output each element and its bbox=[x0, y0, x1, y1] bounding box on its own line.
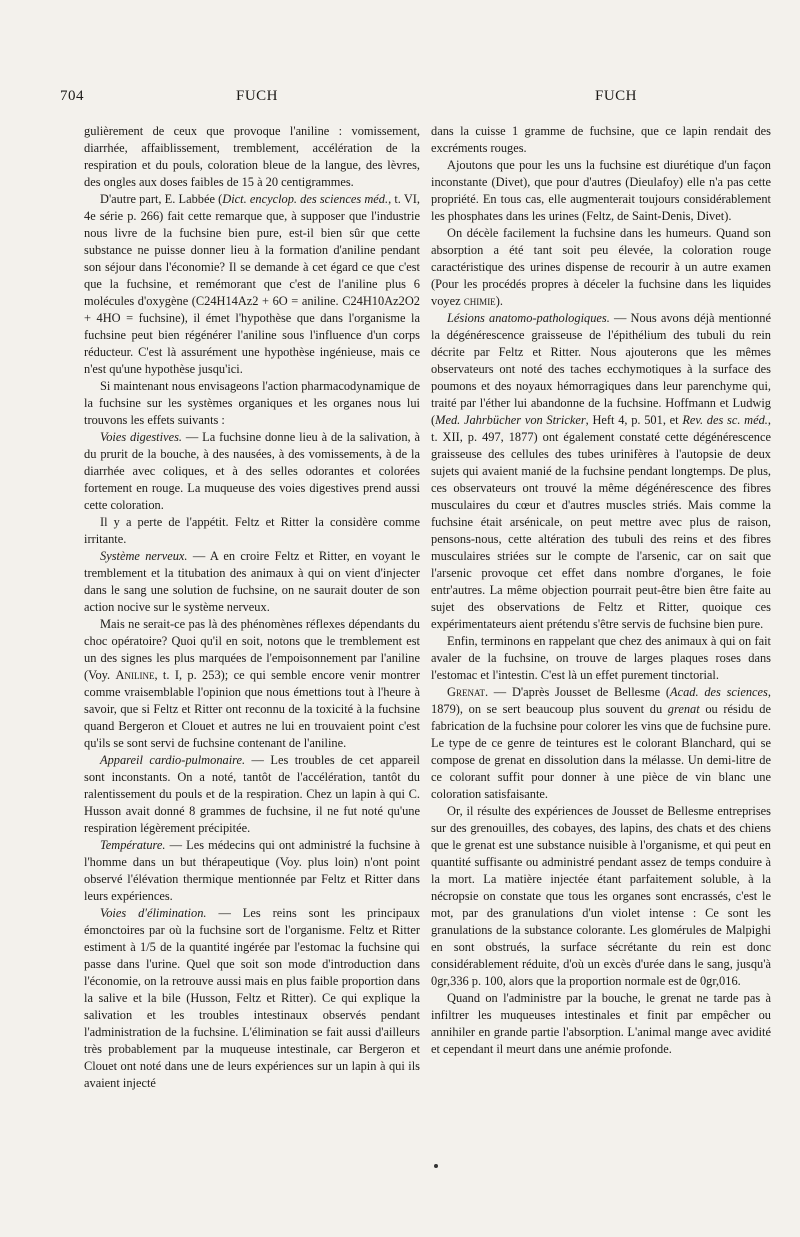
paragraph: Température. — Les médecins qui ont administré la fuchsine à l'homme dans un but thérapeutique (Voy. plus loin) n'ont point observé l'élévation thermique mentionnée par Feltz et Ritter dans leurs expériences. bbox=[84, 838, 420, 903]
section-heading: Température. bbox=[100, 838, 166, 852]
paragraph: Mais ne serait-ce pas là des phénomènes réflexes dépendants du choc opératoire? Quoi qu'il en soit, notons que le tremblement est un des signes les plus marquées de l'empoisonnement par l'aniline (Voy. Aniline, t. I, p. 253); ce qui semble encore venir montrer comme vraisemblable l'opinion que nous émettions tout à l'heure à savoir, que si Feltz et Ritter ont reconnu de la toxicité à la fuchsine quand Bergeron et Clouet et autres ne lui en trouvaient point c'est qu'ils se sont servi de fuchsine contenant de l'aniline. bbox=[84, 617, 420, 750]
page-mark bbox=[434, 1164, 438, 1168]
section-heading: Lésions anatomo-pathologiques. bbox=[447, 311, 610, 325]
citation-title: Med. Jahrbücher von Stricker bbox=[435, 413, 586, 427]
page-header bbox=[60, 88, 740, 108]
paragraph: Appareil cardio-pulmonaire. — Les troubles de cet appareil sont inconstants. On a noté, tantôt de l'accélération, tantôt du ralentissement du pouls et de la respiration. Chez un lapin à qui C. Husson avait donné 8 grammes de fuchsine, il ne fut noté qu'une respiration légèrement précipitée. bbox=[84, 753, 420, 835]
right-column bbox=[431, 123, 771, 1058]
paragraph: Il y a perte de l'appétit. Feltz et Ritter la considère comme irritante. bbox=[84, 515, 420, 546]
citation-title: Acad. des sciences bbox=[670, 685, 768, 699]
entry-heading: Grenat. bbox=[447, 685, 489, 699]
section-heading: Voies digestives. bbox=[100, 430, 182, 444]
paragraph: Enfin, terminons en rappelant que chez des animaux à qui on fait avaler de la fuchsine, on trouve de larges plaques roses dans l'estomac et l'intestin. C'est là un effet purement tinctorial. bbox=[431, 634, 771, 682]
paragraph: Lésions anatomo-pathologiques. — Nous avons déjà mentionné la dégénérescence graisseuse de l'épithélium des tubuli du rein décrite par Feltz et Ritter. Nous ajouterons que les mêmes observateurs ont noté des taches ecchymotiques à la surface des poumons et des noyaux hémorragiques dans leur parenchyme qui, traité par l'éther lui abandonne de la fuchsine. Hoffmann et Ludwig (Med. Jahrbücher von Stricker, Heft 4, p. 501, et Rev. des sc. méd., t. XII, p. 497, 1877) ont également constaté cette dégénérescence graisseuse des cellules des tubes urinifères à l'autopsie de deux sujets qui avaient manié de la fuchsine pendant longtemps. De plus, ces observateurs ont trouvé la même dégénérescence des fibres musculaires du cœur et d'autres muscles striés. Mais comme la fuchsine était arsénicale, on peut mettre avec plus de raison, pensons-nous, cette altération des tubuli des reins et des fibres musculaires striées sur le compte de l'arsenic, car on sait que l'arsenic provoque cet effet dans nombre d'organes, le foie entr'autres. La même objection pourrait peut-être bien être faite au sujet des observations de Feltz et Ritter, quoique ces expérimentateurs aient prétendu s'être servis de fuchsine bien pure. bbox=[431, 311, 772, 631]
section-heading: Système nerveux. bbox=[100, 549, 188, 563]
paragraph: Quand on l'administre par la bouche, le grenat ne tarde pas à infiltrer les muqueuses intestinales et finit par empêcher ou annihiler en grande partie l'absorption. L'animal mange avec avidité et cependant il meurt dans une anémie profonde. bbox=[431, 991, 771, 1056]
running-head-left: FUCH bbox=[236, 88, 279, 104]
paragraph: Grenat. — D'après Jousset de Bellesme (Acad. des sciences, 1879), on se sert beaucoup plus souvent du grenat ou résidu de fabrication de la fuchsine pour colorer les vins que de fuchsine pure. Le type de ce genre de teintures est le colorant Blanchard, qui se compose de grenat en dissolution dans la mélasse. Un demi-litre de ce colorant suffit pour donner à une pièce de vin blanc une coloration satisfaisante. bbox=[431, 685, 771, 801]
paragraph: Si maintenant nous envisageons l'action pharmacodynamique de la fuchsine sur les systèmes organiques et les organes nous lui trouvons les effets suivants : bbox=[84, 379, 420, 427]
cross-reference: Aniline bbox=[115, 668, 155, 682]
term: grenat bbox=[667, 702, 700, 716]
paragraph: Système nerveux. — A en croire Feltz et Ritter, en voyant le tremblement et la titubation des animaux à qui on vient d'injecter dans le sang une solution de fuchsine, on ne saurait douter de son action nocive sur le système nerveux. bbox=[84, 549, 420, 614]
citation-title: Dict. encyclop. des sciences méd. bbox=[222, 192, 389, 206]
section-heading: Voies d'élimination. bbox=[100, 906, 207, 920]
left-column bbox=[84, 123, 420, 1092]
page-number: 704 bbox=[60, 88, 84, 104]
paragraph: gulièrement de ceux que provoque l'aniline : vomissement, diarrhée, affaiblissement, tremblement, accélération de la respiration et du pouls, coloration bleue de la langue, des lèvres, des ongles aux doses faibles de 15 à 20 centigrammes. bbox=[84, 124, 420, 189]
running-head-right: FUCH bbox=[595, 88, 638, 104]
paragraph: Ajoutons que pour les uns la fuchsine est diurétique d'un façon inconstante (Divet), que pour d'autres (Dieulafoy) elle n'a pas cette propriété. En tous cas, elle augmenterait toujours considérablement les phosphates dans les urines (Feltz, de Saint-Denis, Divet). bbox=[431, 158, 771, 223]
citation-title: Rev. des sc. méd. bbox=[682, 413, 768, 427]
paragraph: dans la cuisse 1 gramme de fuchsine, que ce lapin rendait des excréments rouges. bbox=[431, 124, 771, 155]
cross-reference: chimie bbox=[463, 294, 496, 308]
section-heading: Appareil cardio-pulmonaire. bbox=[100, 753, 246, 767]
paragraph: On décèle facilement la fuchsine dans les humeurs. Quand son absorption a été tant soit peu élevée, la coloration rouge caractéristique des urines dispense de recourir à un autre examen (Pour les procédés propres à déceler la fuchsine dans les liquides voyez chimie). bbox=[431, 226, 771, 308]
paragraph: Or, il résulte des expériences de Jousset de Bellesme entreprises sur des grenouilles, des cobayes, des lapins, des chats et des chiens que le grenat est une substance nuisible à l'organisme, et qui peut en quantité suffisante ou administré pendant assez de temps conduire à la mort. La matière injectée étant parfaitement soluble, à la nécropsie on constate que tous les organes sont encrassés, c'est le mot, par des granulations d'un violet intense : Ce sont les granulations de la substance colorante. Les glomérules de Malpighi en sont obstrués, la surface sécrétante du rein est donc considérablement réduite, d'où un excès d'urée dans le sang, jusqu'à 0gr,336 p. 100, alors que la proportion normale est de 0gr,016. bbox=[431, 804, 771, 988]
paragraph: Voies digestives. — La fuchsine donne lieu à de la salivation, à du prurit de la bouche, à des nausées, à des vomissements, à de la diarrhée avec coliques, et à des selles odorantes et colorées fortement en rouge. La muqueuse des voies digestives prend aussi cette coloration. bbox=[84, 430, 420, 512]
paragraph: Voies d'élimination. — Les reins sont les principaux émonctoires par où la fuchsine sort de l'organisme. Feltz et Ritter estiment à 1/5 de la quantité ingérée par l'estomac la fuchsine qui passe dans l'urine. Quel que soit son mode d'introduction dans l'économie, on la retrouve aussi mais en plus faible proportion dans la salive et la bile (Husson, Feltz et Ritter). Ce qui explique la salivation et les troubles intestinaux observés pendant l'administration de la fuchsine. L'élimination se fait aussi d'ailleurs très probablement par la muqueuse intestinale, car Bergeron et Clouet ont noté dans une de leurs expériences sur un lapin à qui ils avaient injecté bbox=[84, 906, 421, 1090]
paragraph: D'autre part, E. Labbée (Dict. encyclop. des sciences méd., t. VI, 4e série p. 266) fait cette remarque que, à supposer que l'industrie nous livre de la fuchsine bien pure, est-il bien sûr que cette substance ne puisse donner lieu à la formation d'aniline pendant son séjour dans l'économie? Il se demande à cet égard ce que c'est que la fuchsine, et remémorant que c'est de l'aniline plus 6 molécules d'oxygène (C24H14Az2 + 6O = aniline. C24H10Az2O2 + 4HO = fuchsine), il émet l'hypothèse que dans l'organisme la fuchsine peut bien régénérer l'aniline sous l'influence d'un corps réducteur. C'est là assurément une hypothèse ingénieuse, mais ce n'est qu'une hypothèse jusqu'ici. bbox=[84, 192, 420, 376]
